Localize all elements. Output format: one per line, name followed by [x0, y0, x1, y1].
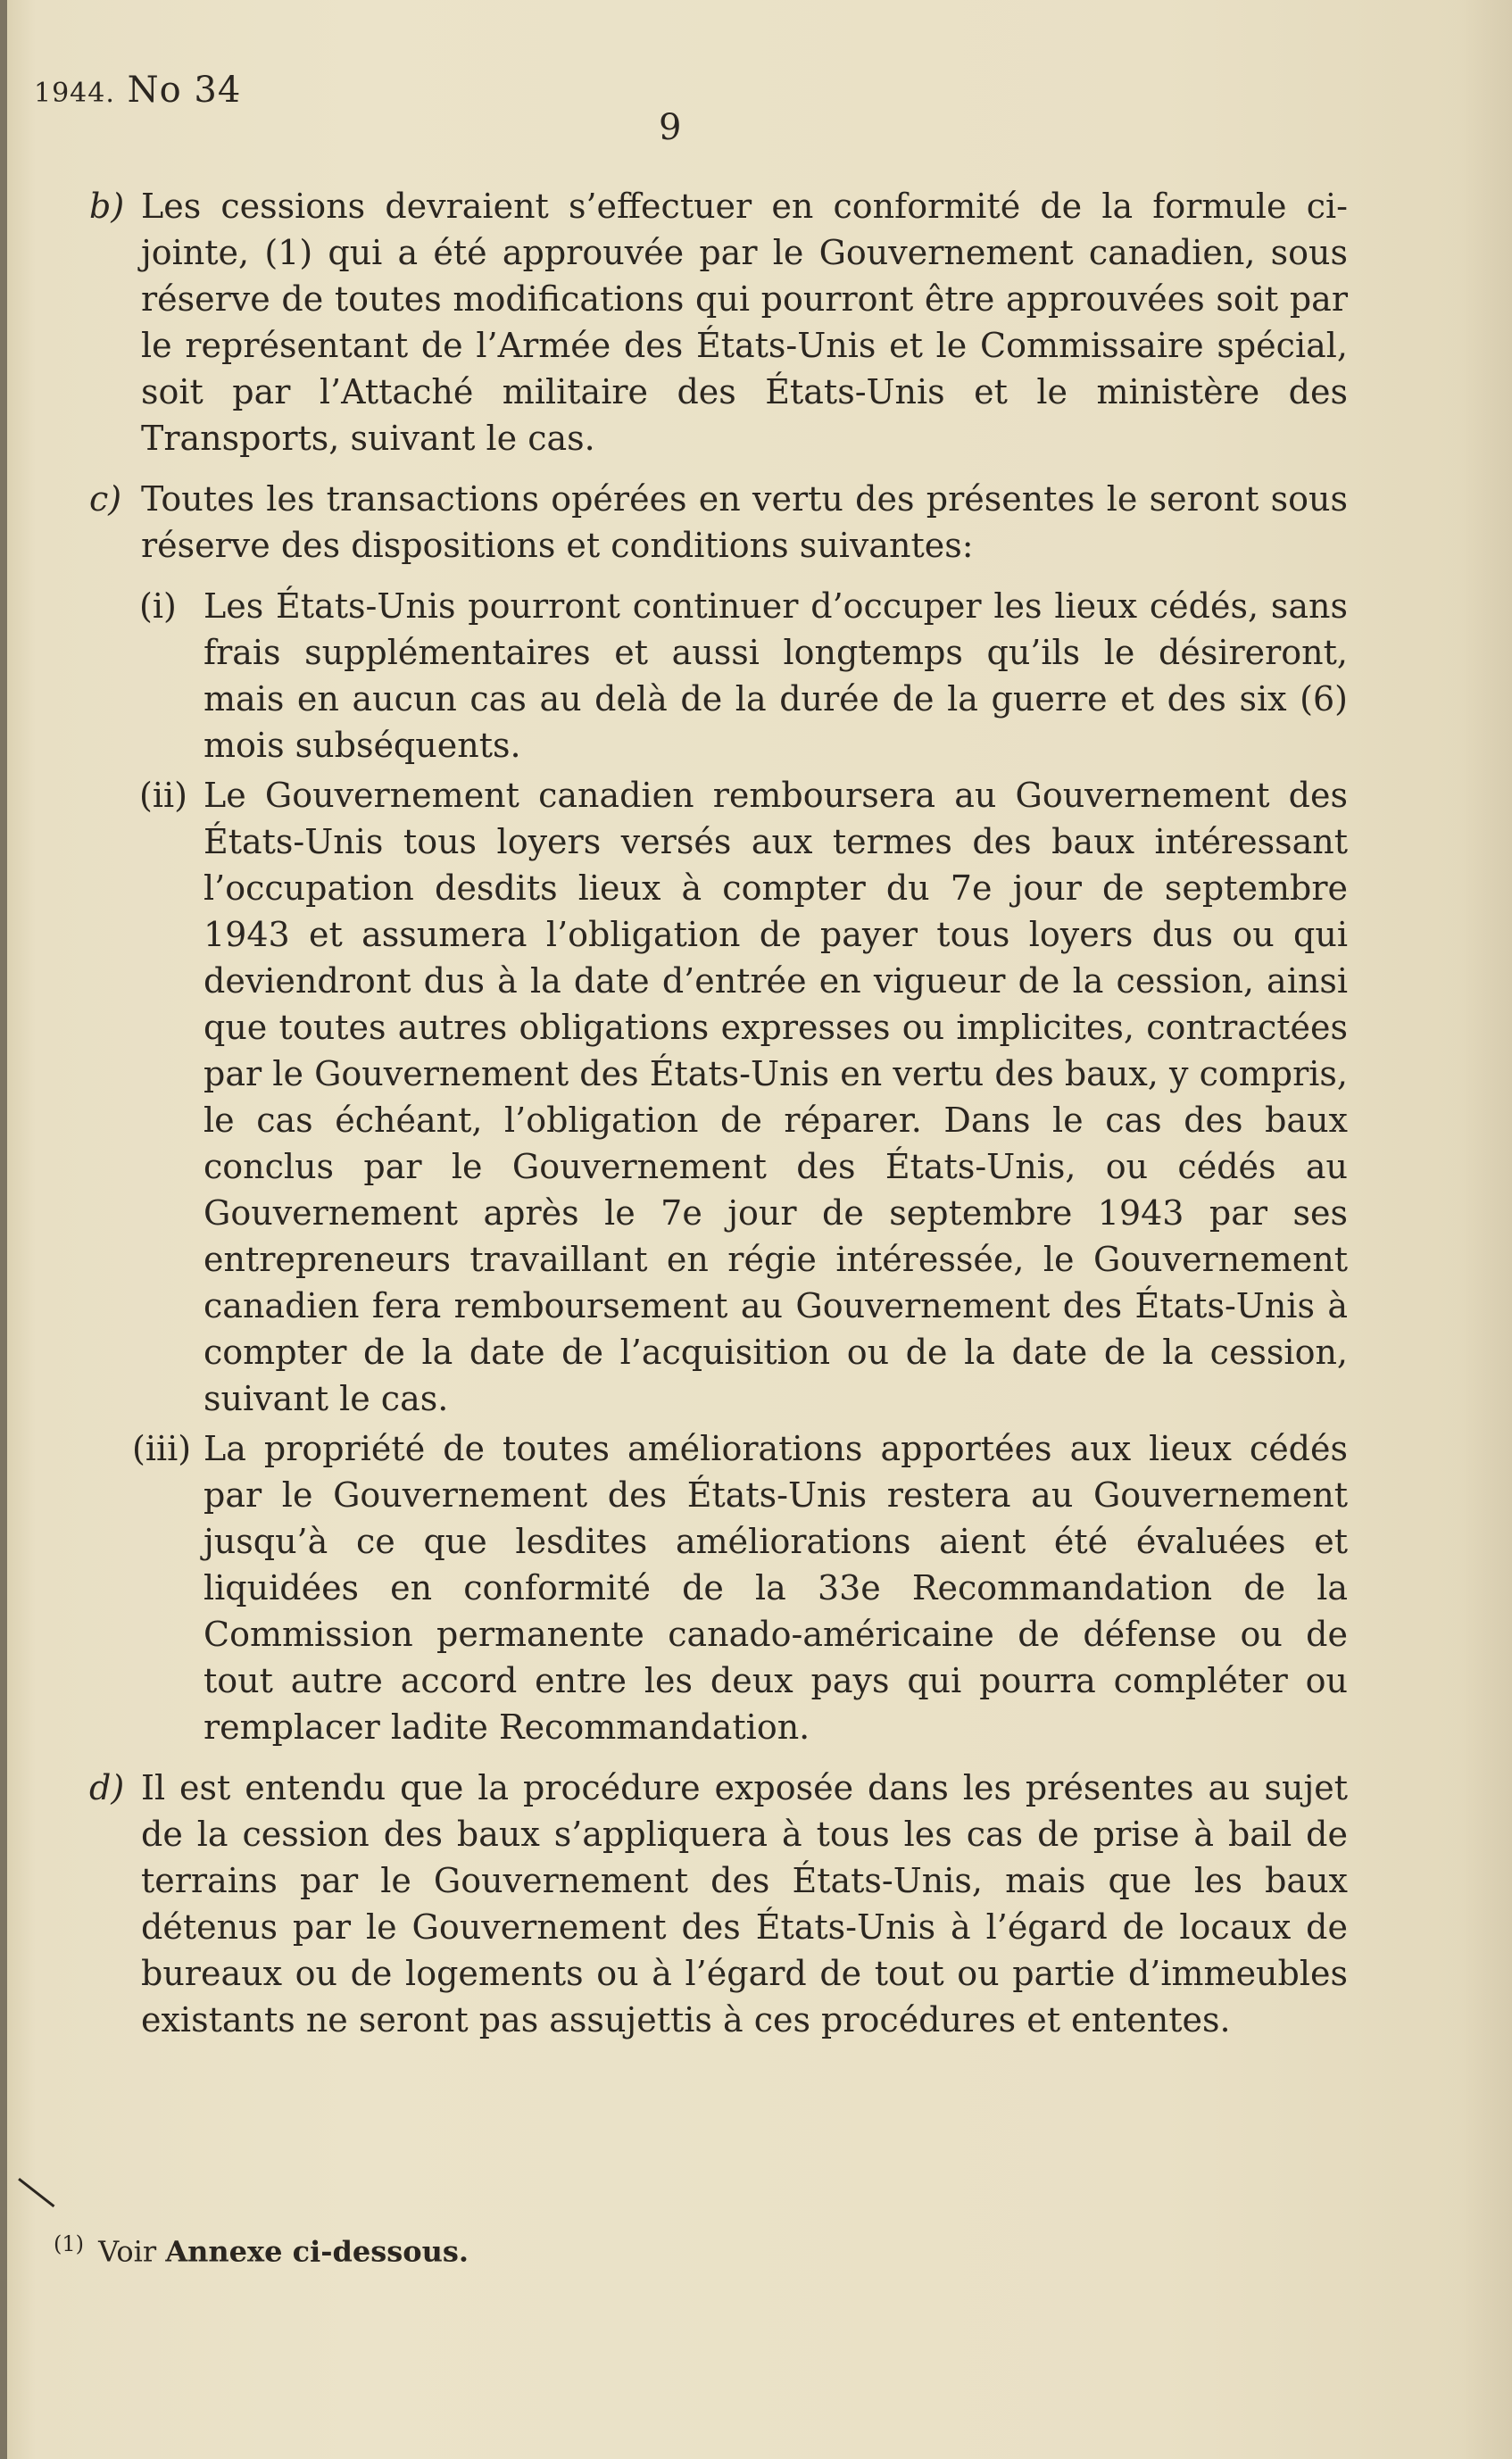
sub-item-text: La propriété de toutes améliorations apportées aux lieux cédés par le Gouvernement des États-Unis restera au Gouvernement jusqu’à ce que lesdites améliorations aient été évaluées et liquidées en conformité de la 33e Recommandation de la Commission permanente canado-américaine de défense ou de tout autre accord entre les deux pays qui pourra compléter ou remplacer ladite Recommandation. — [204, 1429, 1348, 1747]
document-year: 1944. — [34, 78, 115, 109]
binding-edge — [0, 0, 7, 2459]
document-body — [89, 183, 1348, 2057]
paragraph-b — [89, 183, 1348, 461]
sub-item-marker: (i) — [139, 586, 177, 626]
sub-item-marker: (ii) — [139, 776, 187, 815]
footnote-mark: (1) — [54, 2231, 84, 2256]
sub-item-i — [89, 583, 1348, 768]
page-shadow — [1458, 0, 1512, 2459]
footnote-lead: Voir — [98, 2234, 157, 2269]
paragraph-marker: c) — [89, 479, 122, 519]
footnote — [54, 2231, 469, 2269]
paragraph-d — [89, 1765, 1348, 2043]
document-number: No 34 — [127, 70, 242, 111]
document-reference — [34, 70, 241, 111]
paragraph-marker: b) — [89, 187, 125, 226]
paragraph-marker: d) — [89, 1768, 125, 1807]
sub-item-text: Le Gouvernement canadien remboursera au Gouvernement des États-Unis tous loyers versés aux termes des baux intéressant l’occupation desdits lieux à compter du 7e jour de septembre 1943 et assumera l’obligation de payer tous loyers dus ou qui deviendront dus à la date d’entrée en vigueur de la cession, ainsi que toutes autres obligations expresses ou implicites, contractées par le Gouvernement des États-Unis en vertu des baux, y compris, le cas échéant, l’obligation de réparer. Dans le cas des baux conclus par le Gouvernement des États-Unis, ou cédés au Gouvernement après le 7e jour de septembre 1943 par ses entrepreneurs travaillant en régie intéressée, le Gouvernement canadien fera remboursement au Gouvernement des États-Unis à compter de la date de l’acquisition ou de la date de la cession, suivant le cas. — [204, 776, 1348, 1418]
sub-item-iii — [89, 1425, 1348, 1750]
paragraph-text: Toutes les transactions opérées en vertu des présentes le seront sous réserve des dispositions et conditions suivantes: — [141, 479, 1348, 565]
sub-item-ii — [89, 772, 1348, 1422]
paragraph-c — [89, 476, 1348, 569]
footnote-text: Annexe ci-dessous. — [165, 2234, 469, 2269]
footnote-rule — [18, 2178, 54, 2207]
paragraph-text: Les cessions devraient s’effectuer en conformité de la formule ci-jointe, (1) qui a été approuvée par le Gouvernement canadien, sous réserve de toutes modifications qui pourront être approuvées soit par le représentant de l’Armée des États-Unis et le Commissaire spécial, soit par l’Attaché militaire des États-Unis et le ministère des Transports, suivant le cas. — [141, 187, 1348, 458]
sub-item-text: Les États-Unis pourront continuer d’occuper les lieux cédés, sans frais supplémentaires et aussi longtemps qu’ils le désireront, mais en aucun cas au delà de la durée de la guerre et des six (6) mois subséquents. — [204, 586, 1348, 765]
paragraph-text: Il est entendu que la procédure exposée dans les présentes au sujet de la cession des baux s’appliquera à tous les cas de prise à bail de terrains par le Gouvernement des États-Unis, mais que les baux détenus par le Gouvernement des États-Unis à l’égard de locaux de bureaux ou de logements ou à l’égard de tout ou partie d’immeubles existants ne seront pas assujettis à ces procédures et ententes. — [141, 1768, 1348, 2039]
sub-item-marker: (iii) — [132, 1429, 192, 1468]
page-number: 9 — [659, 107, 682, 148]
